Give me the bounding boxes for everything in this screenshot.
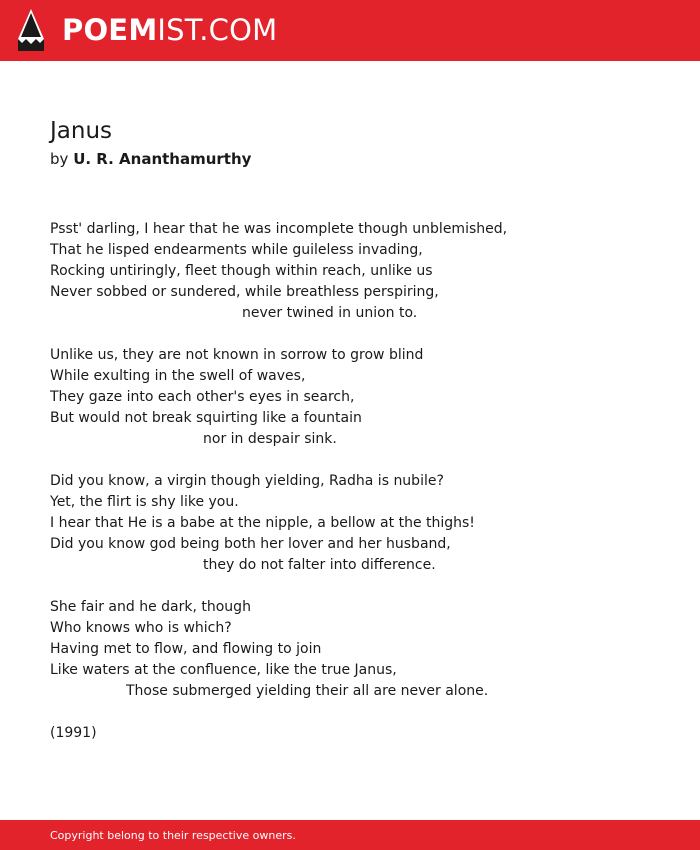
stanza-break [50, 576, 650, 597]
poem-line-indented: Those submerged yielding their all are never alone. [126, 683, 489, 699]
poem-title: Janus [50, 118, 113, 144]
poem-line: She fair and he dark, though [50, 599, 251, 615]
poem-line: Never sobbed or sundered, while breathless perspiring, [50, 284, 439, 300]
poem-line-indented: never twined in union to. [242, 305, 418, 321]
brand-name-bold: POEM [62, 13, 158, 47]
stanza-break [50, 324, 650, 345]
poem-line: Rocking untiringly, fleet though within reach, unlike us [50, 263, 433, 279]
poem-year: (1991) [50, 725, 97, 741]
poem-line: Having met to flow, and flowing to join [50, 641, 322, 657]
site-header [0, 0, 700, 61]
brand-name-light: IST.COM [157, 13, 278, 47]
poem-body [50, 219, 650, 702]
author-name: U. R. Ananthamurthy [73, 150, 252, 168]
copyright-notice: Copyright belong to their respective owners. [50, 829, 296, 842]
site-footer [0, 820, 700, 850]
poem-line: They gaze into each other's eyes in search, [50, 389, 355, 405]
poem-line: While exulting in the swell of waves, [50, 368, 306, 384]
poem-line: Like waters at the confluence, like the true Janus, [50, 662, 397, 678]
by-label: by [50, 150, 69, 168]
poem-line-indented: they do not falter into difference. [203, 557, 436, 573]
poem-line-indented: nor in despair sink. [203, 431, 337, 447]
poem-line: But would not break squirting like a fountain [50, 410, 362, 426]
byline [50, 149, 251, 169]
site-logo-link[interactable] [62, 12, 277, 48]
poem-line: Did you know god being both her lover and her husband, [50, 536, 451, 552]
poem-line: Unlike us, they are not known in sorrow to grow blind [50, 347, 424, 363]
stanza-break [50, 450, 650, 471]
poem-line: Yet, the flirt is shy like you. [50, 494, 239, 510]
pencil-tip-icon[interactable] [18, 9, 44, 51]
poem-line: Did you know, a virgin though yielding, Radha is nubile? [50, 473, 444, 489]
poem-line: I hear that He is a babe at the nipple, a bellow at the thighs! [50, 515, 475, 531]
poem-line: That he lisped endearments while guileless invading, [50, 242, 423, 258]
poem-line: Who knows who is which? [50, 620, 232, 636]
poem-line: Psst' darling, I hear that he was incomplete though unblemished, [50, 221, 508, 237]
